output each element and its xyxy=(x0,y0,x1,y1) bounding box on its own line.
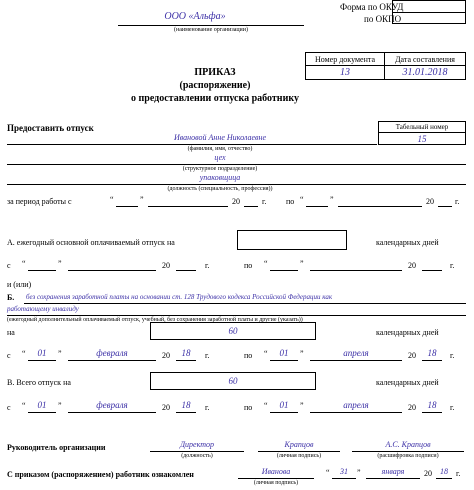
head-decode-caption: (расшифровка подписи) xyxy=(377,453,439,459)
head-decode-value: А.С. Крапцов xyxy=(385,440,431,449)
title-disposition: (распоряжение) xyxy=(179,80,251,91)
section-b-year-to-line xyxy=(422,360,442,361)
section-v-month-from: февраля xyxy=(96,400,128,410)
section-b-month-from-line xyxy=(68,360,156,361)
year-suffix: г. xyxy=(205,351,210,360)
section-b-day-from-line xyxy=(28,360,56,361)
section-v-year-to-line xyxy=(422,412,442,413)
ack-month: января xyxy=(381,467,405,476)
year-prefix: 20 xyxy=(424,469,432,478)
quote-open: “ xyxy=(22,349,26,358)
section-v-day-to-line xyxy=(270,412,298,413)
quote-close: ” xyxy=(58,401,62,410)
year-prefix: 20 xyxy=(232,197,240,206)
okud-label: Форма по ОКУД xyxy=(340,2,404,12)
okpo-label: по ОКПО xyxy=(364,14,402,24)
section-b-type-line2: работающему инвалиду xyxy=(7,305,79,313)
quote-close: ” xyxy=(58,349,62,358)
to-label: по xyxy=(244,403,253,412)
doc-date-value: 31.01.2018 xyxy=(384,65,466,80)
quote-open: “ xyxy=(264,259,268,268)
section-a-days-label: календарных дней xyxy=(376,238,439,247)
employee-name: Ивановой Анне Николаевне xyxy=(173,133,267,142)
position-line xyxy=(7,184,466,185)
year-suffix: г. xyxy=(456,469,461,478)
year-prefix: 20 xyxy=(162,261,170,270)
to-label: по xyxy=(244,351,253,360)
org-name: ООО «Альфа» xyxy=(164,11,226,22)
section-v-label: В. Всего отпуск на xyxy=(7,378,71,387)
section-v-year-from: 18 xyxy=(181,400,191,410)
work-month-from-line xyxy=(148,206,228,207)
section-v-day-to: 01 xyxy=(279,400,289,410)
work-period-label: за период работы с xyxy=(7,197,72,206)
to-label: по xyxy=(286,197,295,206)
on-label: на xyxy=(7,328,15,337)
quote-close: ” xyxy=(140,195,144,204)
from-label: с xyxy=(7,403,11,412)
grant-leave-label: Предоставить отпуск xyxy=(7,123,94,133)
section-b-line1 xyxy=(24,303,466,304)
year-prefix: 20 xyxy=(162,403,170,412)
and-or-label: и (или) xyxy=(7,280,32,289)
head-signature-line xyxy=(258,451,340,452)
doc-date-header: Дата составления xyxy=(384,52,466,66)
section-a-month-to-line xyxy=(310,270,402,271)
quote-open: “ xyxy=(110,195,114,204)
section-b-line2 xyxy=(7,315,466,316)
to-label: по xyxy=(244,261,253,270)
section-b-day-to: 01 xyxy=(279,348,289,358)
section-b-day-to-line xyxy=(270,360,298,361)
ack-year: 18 xyxy=(440,467,448,476)
department-line xyxy=(7,164,466,165)
section-a-day-to-line xyxy=(270,270,298,271)
codes-divider xyxy=(392,12,466,13)
work-year-to-line xyxy=(438,206,452,207)
quote-open: “ xyxy=(326,468,330,477)
ack-month-line xyxy=(366,478,420,479)
head-label: Руководитель организации xyxy=(7,443,106,452)
quote-close: ” xyxy=(330,195,334,204)
year-suffix: г. xyxy=(205,403,210,412)
title-subject: о предоставлении отпуска работнику xyxy=(131,93,299,104)
year-prefix: 20 xyxy=(408,261,416,270)
quote-close: ” xyxy=(357,468,361,477)
work-year-from-line xyxy=(244,206,258,207)
section-a-year-to-line xyxy=(422,270,442,271)
section-b-year-to: 18 xyxy=(427,348,437,358)
section-v-day-from: 01 xyxy=(37,400,47,410)
section-b-days-label: календарных дней xyxy=(376,328,439,337)
year-suffix: г. xyxy=(205,261,210,270)
year-suffix: г. xyxy=(450,403,455,412)
quote-close: ” xyxy=(300,401,304,410)
quote-open: “ xyxy=(22,259,26,268)
position-value: упаковщица xyxy=(199,173,241,182)
section-a-days-box xyxy=(237,230,347,250)
ack-signature-caption: (личная подпись) xyxy=(253,480,299,486)
section-b-year-from: 18 xyxy=(181,348,191,358)
year-prefix: 20 xyxy=(162,351,170,360)
section-b-days-value: 60 xyxy=(150,322,316,340)
tab-number-value: 15 xyxy=(378,132,466,145)
ack-label: С приказом (распоряжением) работник ознакомлен xyxy=(7,470,194,479)
work-month-to-line xyxy=(338,206,422,207)
section-a-label: А. ежегодный основной оплачиваемый отпуск на xyxy=(7,238,175,247)
from-label: с xyxy=(7,351,11,360)
section-v-days-label: календарных дней xyxy=(376,378,439,387)
section-b-year-from-line xyxy=(176,360,196,361)
position-caption: (должность (специальность, профессия)) xyxy=(167,186,273,192)
section-a-day-from-line xyxy=(28,270,56,271)
year-prefix: 20 xyxy=(408,351,416,360)
department-value: цех xyxy=(214,153,226,162)
quote-open: “ xyxy=(22,401,26,410)
quote-close: ” xyxy=(58,259,62,268)
year-prefix: 20 xyxy=(426,197,434,206)
org-line xyxy=(118,25,304,26)
quote-close: ” xyxy=(300,259,304,268)
section-v-year-to: 18 xyxy=(427,400,437,410)
section-v-days-value: 60 xyxy=(150,372,316,390)
year-prefix: 20 xyxy=(408,403,416,412)
section-v-day-from-line xyxy=(28,412,56,413)
head-signature-caption: (личная подпись) xyxy=(276,453,322,459)
ack-signature-line xyxy=(238,478,314,479)
title-order: ПРИКАЗ xyxy=(194,67,236,78)
section-b-month-to: апреля xyxy=(343,348,369,358)
work-day-to-line xyxy=(306,206,328,207)
section-b-caption: (ежегодный дополнительный оплачиваемый отпуск, учебный, без сохранения заработной платы и другие (указать)) xyxy=(7,317,303,323)
section-b-month-to-line xyxy=(310,360,402,361)
doc-number-value: 13 xyxy=(305,65,385,80)
ack-signature-value: Иванова xyxy=(261,467,291,476)
section-b-type-line1: без сохранения заработной платы на основании ст. 128 Трудового кодекса Российской Федерации как xyxy=(26,293,333,301)
ack-day-line xyxy=(332,478,356,479)
year-suffix: г. xyxy=(450,351,455,360)
ack-day: 31 xyxy=(340,467,348,476)
quote-open: “ xyxy=(264,349,268,358)
year-suffix: г. xyxy=(455,197,460,206)
ack-year-line xyxy=(436,478,452,479)
department-caption: (структурное подразделение) xyxy=(182,166,258,172)
head-position-line xyxy=(150,451,244,452)
section-v-month-to-line xyxy=(310,412,402,413)
employee-name-line xyxy=(7,144,377,145)
section-v-year-from-line xyxy=(176,412,196,413)
section-a-year-from-line xyxy=(176,270,196,271)
quote-open: “ xyxy=(300,195,304,204)
section-b-month-from: февраля xyxy=(96,348,128,358)
section-b-day-from: 01 xyxy=(37,348,47,358)
section-b-letter: Б. xyxy=(7,293,15,302)
section-v-month-from-line xyxy=(68,412,156,413)
employee-name-caption: (фамилия, имя, отчество) xyxy=(187,146,253,152)
year-suffix: г. xyxy=(450,261,455,270)
head-signature-value: Крапцов xyxy=(284,440,314,449)
head-position-value: Директор xyxy=(179,440,215,449)
head-position-caption: (должность) xyxy=(181,453,213,459)
work-day-from-line xyxy=(116,206,138,207)
head-decode-line xyxy=(352,451,464,452)
org-caption: (наименование организации) xyxy=(174,27,248,33)
quote-close: ” xyxy=(300,349,304,358)
section-v-month-to: апреля xyxy=(343,400,369,410)
tab-number-header: Табельный номер xyxy=(378,121,466,133)
year-suffix: г. xyxy=(262,197,267,206)
doc-number-header: Номер документа xyxy=(305,52,385,66)
section-a-month-from-line xyxy=(68,270,156,271)
quote-open: “ xyxy=(264,401,268,410)
from-label: с xyxy=(7,261,11,270)
